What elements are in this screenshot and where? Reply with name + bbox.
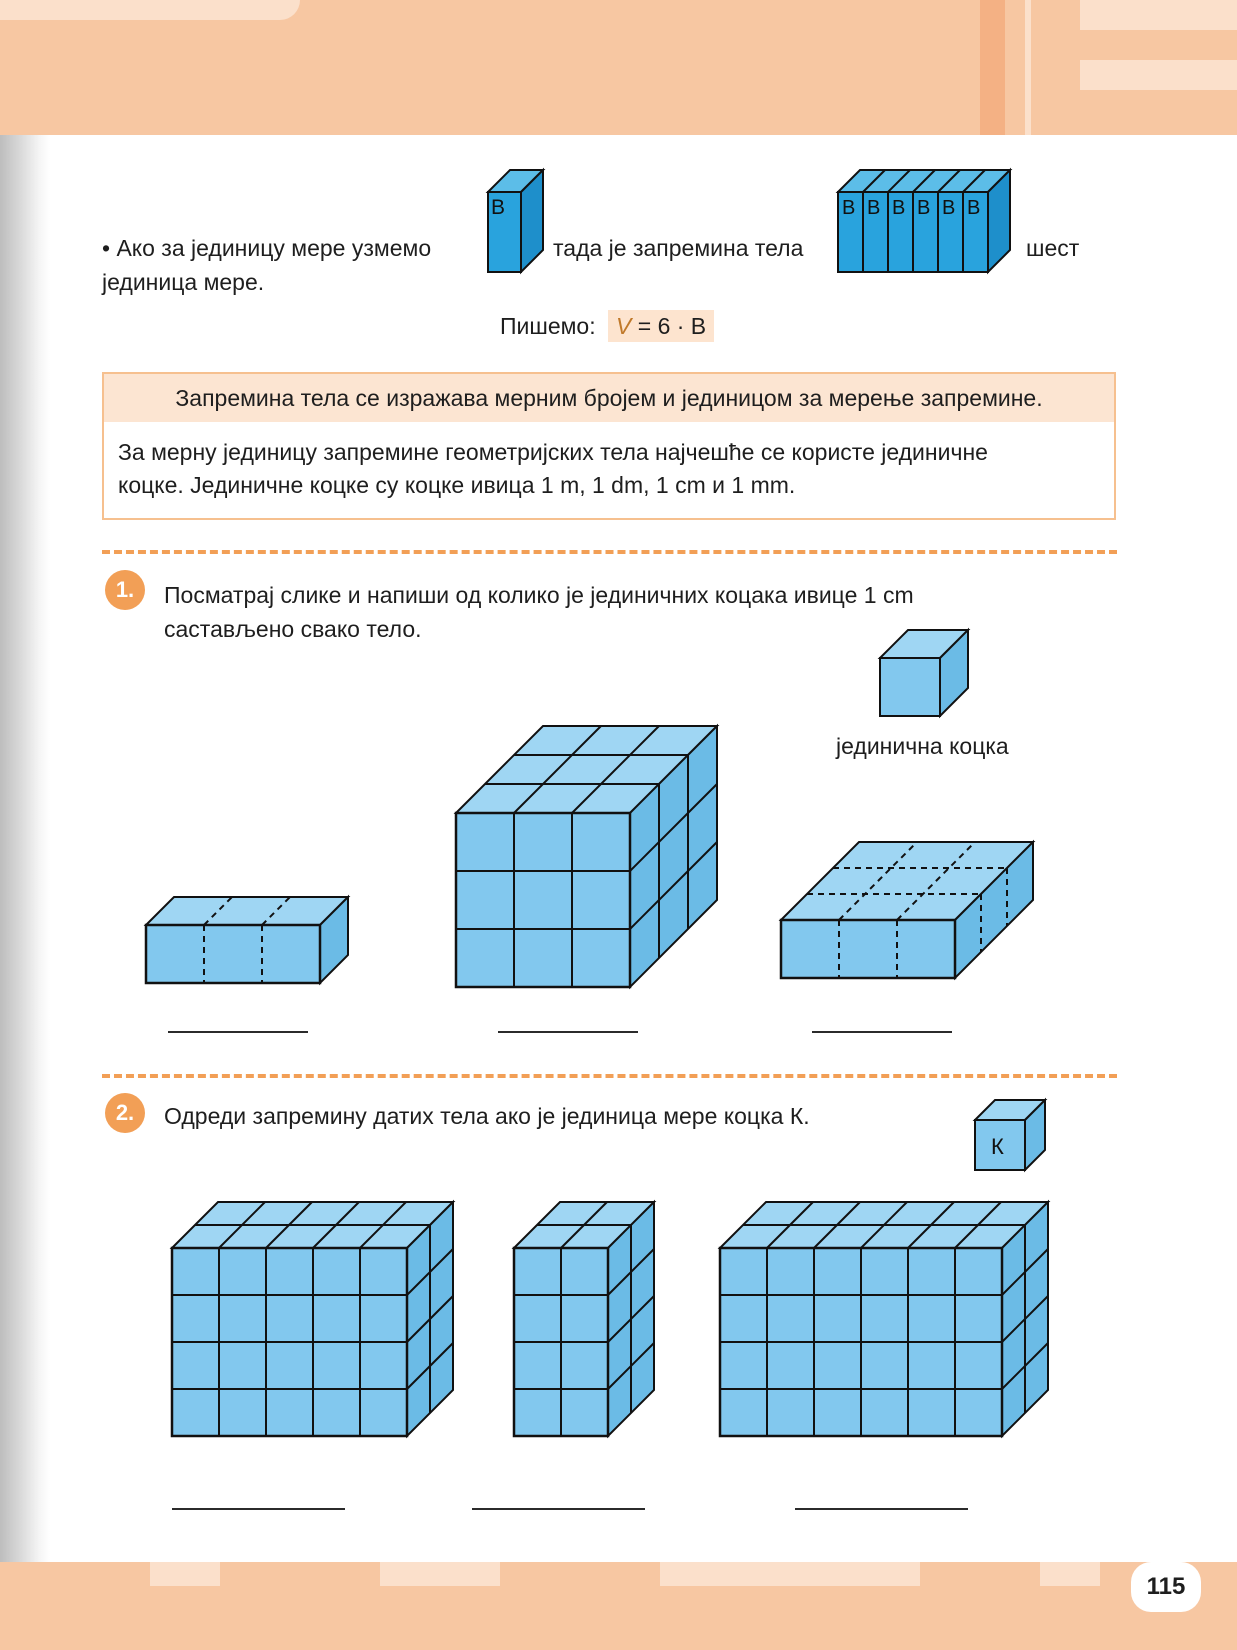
box-letter: В xyxy=(917,197,931,219)
intro-text-middle: тада је запремина тела xyxy=(553,235,804,261)
svg-text:В: В xyxy=(491,196,506,219)
page-number: 115 xyxy=(1131,1562,1201,1612)
top-decorative-band xyxy=(0,0,1237,135)
unit-cube-label: јединична коцка xyxy=(836,733,1009,759)
formula-line xyxy=(500,310,714,342)
figure-2b-tall-cuboid xyxy=(512,1200,662,1445)
answer-line-1b[interactable] xyxy=(498,1031,638,1033)
definition-line-2: коцке. Јединичне коцке су коцке ивица 1 m, 1 dm, 1 cm и 1 mm. xyxy=(118,472,796,498)
figure-1b-large-cube xyxy=(450,720,730,995)
definition-line-1: За мерну јединицу запремине геометријских тела најчешће се користе јединичне xyxy=(118,439,988,465)
front-face xyxy=(146,925,320,983)
formula-expression: = 6 · В xyxy=(637,313,707,339)
definition-box xyxy=(102,372,1116,520)
task-2-number: 2. xyxy=(105,1093,145,1133)
task-1-instructions xyxy=(164,578,914,646)
writing-label: Пишемо: xyxy=(500,313,596,339)
figure-1c-flat-slab xyxy=(780,830,1045,995)
figure-2a-cuboid xyxy=(170,1200,470,1445)
answer-line-2a[interactable] xyxy=(172,1508,345,1510)
six-boxes-icon xyxy=(838,170,1013,274)
definition-body xyxy=(118,436,988,502)
box-letter: В xyxy=(967,197,981,219)
task-2-instructions: Одреди запремину датих тела ако је јединица мере коцка К. xyxy=(164,1103,810,1129)
intro-text-start: • Ако за јединицу мере узмемо xyxy=(102,235,432,261)
formula-variable: V xyxy=(616,313,632,339)
section-divider-1 xyxy=(102,550,1117,554)
answer-line-2c[interactable] xyxy=(795,1508,968,1510)
box-letter: В xyxy=(867,197,881,219)
box-letter: В xyxy=(842,197,856,219)
unit-cube-icon xyxy=(880,630,970,720)
intro-text-end: шест xyxy=(1026,235,1080,261)
task-1-line-1: Посматрај слике и напиши од колико је јединичних коцака ивице 1 cm xyxy=(164,582,914,608)
volume-formula xyxy=(608,310,714,342)
task-1-line-2: састављено свако тело. xyxy=(164,616,422,642)
unit-cube-k-icon xyxy=(975,1100,1050,1175)
answer-line-1c[interactable] xyxy=(812,1031,952,1033)
top-face xyxy=(146,897,348,925)
intro-text-line2: јединица мере. xyxy=(102,269,265,295)
box-letter: В xyxy=(892,197,906,219)
figure-2c-wide-cuboid xyxy=(718,1200,1058,1445)
section-divider-2 xyxy=(102,1074,1117,1078)
front-face xyxy=(456,813,630,987)
figure-1a-cuboid xyxy=(140,895,360,995)
task-1-number: 1. xyxy=(105,570,145,610)
page-spine-shadow xyxy=(0,135,50,1565)
front-face xyxy=(781,920,955,978)
definition-heading: Запремина тела се изражава мерним бројем и јединицом за мерење запремине. xyxy=(104,374,1114,422)
box-letter: В xyxy=(942,197,956,219)
unit-box-b-icon xyxy=(488,170,548,274)
answer-line-1a[interactable] xyxy=(168,1031,308,1033)
svg-text:К: К xyxy=(991,1134,1004,1159)
bottom-decorative-band xyxy=(0,1562,1237,1650)
answer-line-2b[interactable] xyxy=(472,1508,645,1510)
